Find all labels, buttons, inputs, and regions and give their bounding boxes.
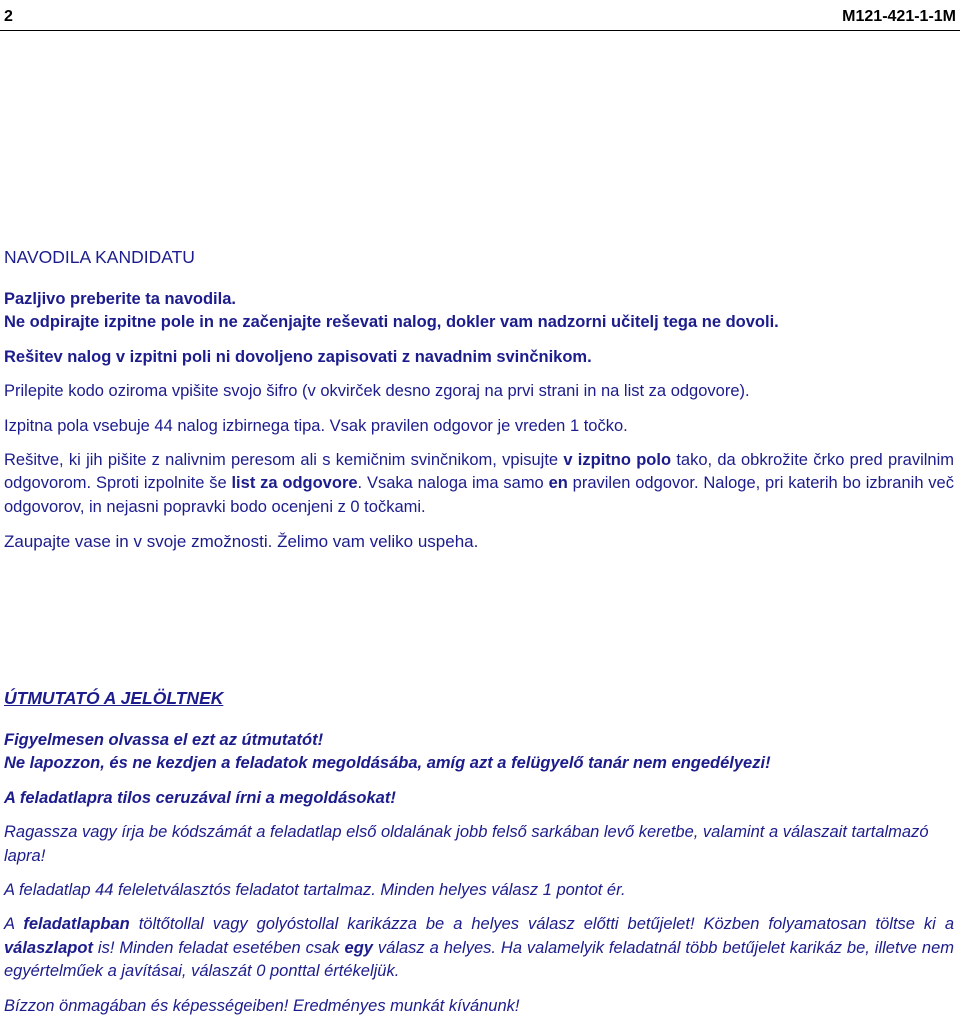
slovenian-line-2: Ne odpirajte izpitne pole in ne začenjajte reševati nalog, dokler vam nadzorni učitelj tega ne dovoli. — [4, 313, 779, 332]
hungarian-line-5: A feladatlap 44 feleletválasztós feladatot tartalmaz. Minden helyes válasz 1 pontot ér. — [4, 880, 626, 899]
hungarian-line-4: Ragassza vagy írja be kódszámát a feladatlap első oldalának jobb felső sarkában levő keretbe, valamint a válaszait tartalmazó lapra! — [4, 823, 929, 865]
slovenian-line-1: Pazljivo preberite ta navodila. — [4, 289, 236, 308]
hungarian-title: ÚTMUTATÓ A JELÖLTNEK — [4, 688, 224, 708]
slovenian-instructions — [4, 245, 954, 554]
hungarian-instructions — [4, 686, 954, 1018]
document-code: M121-421-1-1M — [842, 8, 956, 25]
hungarian-line-3: A feladatlapra tilos ceruzával írni a megoldásokat! — [4, 788, 396, 807]
slovenian-line-4: Prilepite kodo oziroma vpišite svojo šifro (v okvirček desno zgoraj na prvi strani in na list za odgovore). — [4, 382, 750, 401]
slovenian-closing: Zaupajte vase in v svoje zmožnosti. Želimo vam veliko uspeha. — [4, 532, 479, 552]
hungarian-line-1: Figyelmesen olvassa el ezt az útmutatót! — [4, 730, 324, 749]
slovenian-line-3: Rešitev nalog v izpitni poli ni dovoljeno zapisovati z navadnim svinčnikom. — [4, 347, 592, 366]
slovenian-title: NAVODILA KANDIDATU — [4, 247, 195, 267]
page-number: 2 — [4, 8, 13, 25]
hungarian-paragraph: A feladatlapban töltőtollal vagy golyóstollal karikázza be a helyes válasz előtti betűjelet! Közben folyamatosan töltse ki a válaszlapot is! Minden feladat esetében csak egy válasz a helyes. Ha valamelyik feladatnál több betűjelet karikáz be, illetve nem egyértelműek a javításai, válaszát 0 ponttal értékeljük. — [4, 915, 955, 981]
slovenian-paragraph: Rešitve, ki jih pišite z nalivnim peresom ali s kemičnim svinčnikom, vpisujte v izpitno polo tako, da obkrožite črko pred pravilnim odgovorom. Sproti izpolnite še list za odgovore. Vsaka naloga ima samo en pravilen odgovor. Naloge, pri katerih bo izbranih več odgovorov, in nejasni popravki bodo ocenjeni z 0 točkami. — [4, 450, 954, 516]
hungarian-closing: Bízzon önmagában és képességeiben! Eredményes munkát kívánunk! — [4, 996, 520, 1015]
slovenian-line-5: Izpitna pola vsebuje 44 nalog izbirnega tipa. Vsak pravilen odgovor je vreden 1 točko. — [4, 416, 628, 435]
hungarian-line-2: Ne lapozzon, és ne kezdjen a feladatok megoldásába, amíg azt a felügyelő tanár nem engedélyezi! — [4, 754, 771, 773]
page-header — [0, 0, 960, 31]
